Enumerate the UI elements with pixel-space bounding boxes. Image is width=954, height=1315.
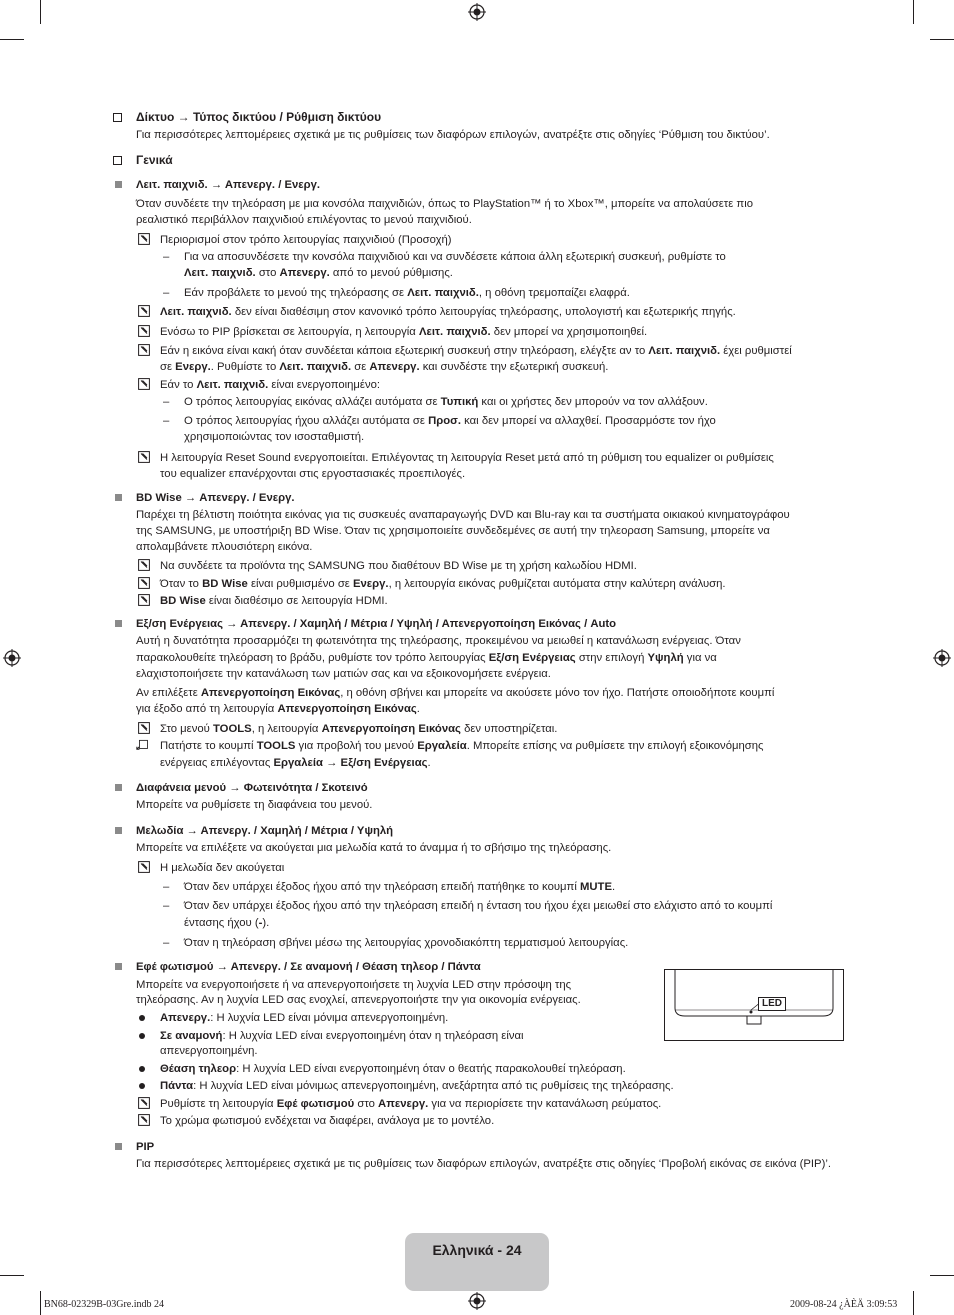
square-bullet-icon <box>115 620 122 627</box>
note-text: Η λειτουργία Reset Sound ενεργοποιείται. Επιλέγοντας τη λειτουργία Reset μετά από τη ρύθμιση του equalizer οι ρυθμίσεις <box>160 452 774 464</box>
paragraph: απολαμβάνετε πλουσιότερη εικόνα. <box>136 541 313 553</box>
dash-text: Λειτ. παιχνιδ. στο Απενεργ. από το μενού ρύθμισης. <box>184 267 453 279</box>
dash-text: χρησιμοποιώντας τον ισοσταθμιστή. <box>184 431 365 443</box>
item-title-energy-saving: Εξ/ση Ενέργειας → Απενεργ. / Χαμηλή / Μέτρια / Υψηλή / Απενεργοποίηση Εικόνας / Auto <box>136 618 617 630</box>
round-bullet-icon <box>139 1066 145 1072</box>
paragraph: της SAMSUNG, με υποστήριξη BD Wise. Όταν τις χρησιμοποιείτε συνδεδεμένες σε αυτή την τηλεοραση Samsung, μπορείτε να <box>136 525 770 537</box>
note-icon <box>138 861 150 873</box>
paragraph: παρακολουθείτε τηλεόραση το βράδυ, ρυθμίστε τον τρόπο λειτουργίας Εξ/ση Ενέργειας στην επιλογή Υψηλή για να <box>136 652 717 664</box>
paragraph: Αν επιλέξετε Απενεργοποίηση Εικόνας, η οθόνη σβήνει και μπορείτε να ακούσετε μόνο τον ήχο. Πατήστε οποιοδήποτε κουμπί <box>136 687 775 699</box>
note-text: του equalizer επανέρχονται στις εργοστασιακές προεπιλογές. <box>160 468 466 480</box>
square-bullet-icon <box>115 963 122 970</box>
bullet-text: Απενεργ.: Η λυχνία LED είναι μόνιμα απενεργοποιημένη. <box>160 1012 449 1024</box>
item-title-game-mode: Λειτ. παιχνιδ. → Απενεργ. / Ενεργ. <box>136 179 321 191</box>
square-bullet-icon <box>115 827 122 834</box>
dash-text: Εάν προβάλετε το μενού της τηλεόρασης σε Λειτ. παιχνιδ., η οθόνη τρεμοπαίζει ελαφρά. <box>184 287 630 299</box>
note-text: Λειτ. παιχνιδ. δεν είναι διαθέσιμη στον κανονικό τρόπο λειτουργίας τηλεόρασης, υπολογιστή και εξωτερικής πηγής. <box>160 306 736 318</box>
dash-text: Ο τρόπος λειτουργίας ήχου αλλάζει αυτόματα σε Προσ. και δεν μπορεί να αλλαχθεί. Προσαρμόστε τον ήχο <box>184 415 716 427</box>
crop-mark <box>40 1291 41 1315</box>
note-text: σε Ενεργ.. Ρυθμίστε το Λειτ. παιχνιδ. σε Απενεργ. και συνδέστε την εξωτερική συσκευή. <box>160 361 609 373</box>
dash-text: Ο τρόπος λειτουργίας εικόνας αλλάζει αυτόματα σε Τυπική και οι χρήστες δεν μπορούν να τον αλλάξουν. <box>184 396 708 408</box>
round-bullet-icon <box>139 1083 145 1089</box>
note-text: Ρυθμίστε τη λειτουργία Εφέ φωτισμού στο Απενεργ. για να περιορίσετε την κατανάλωση ρεύματος. <box>160 1098 662 1110</box>
round-bullet-icon <box>139 1033 145 1039</box>
section-desc-network: Για περισσότερες λεπτομέρειες σχετικά με τις ρυθμίσεις των διαφόρων επιλογών, ανατρέξτε στις οδηγίες ‘Ρύθμιση του δικτύου’. <box>136 129 770 141</box>
square-bullet-icon <box>115 494 122 501</box>
checkbox-bullet-icon <box>113 113 122 122</box>
dash-bullet: – <box>163 287 170 299</box>
footer-file-name: BN68-02329B-03Gre.indb 24 <box>44 1299 164 1310</box>
dash-text: Για να αποσυνδέσετε την κονσόλα παιχνιδιού και να συνδέσετε κάποια άλλη εξωτερική συσκευή, ρυθμίστε το <box>184 251 726 263</box>
dash-text: Όταν δεν υπάρχει έξοδος ήχου από την τηλεόραση επειδή πατήθηκε το κουμπί MUTE. <box>184 881 616 893</box>
crop-mark <box>0 1275 24 1276</box>
paragraph: Όταν συνδέετε την τηλεόραση με μια κονσόλα παιχνιδιών, όπως το PlayStation™ ή το Xbox™, μπορείτε να απολαύσετε πιο <box>136 198 754 210</box>
note-text: Όταν το BD Wise είναι ρυθμισμένο σε Ενεργ., η λειτουργία εικόνας ρυθμίζεται αυτόματα στην καλύτερη ανάλυση. <box>160 578 726 590</box>
footer-timestamp: 2009-08-24 ¿ÀÈÄ 3:09:53 <box>790 1299 898 1310</box>
page-number: Ελληνικά - 24 <box>432 1242 522 1258</box>
item-title-melody: Μελωδία → Απενεργ. / Χαμηλή / Μέτρια / Υψηλή <box>136 825 394 837</box>
item-title-menu-transparency: Διαφάνεια μενού → Φωτεινότητα / Σκοτεινό <box>136 782 368 794</box>
paragraph: για έξοδο από τη λειτουργία Απενεργοποίηση Εικόνας. <box>136 703 420 715</box>
crop-mark <box>930 39 954 40</box>
tv-led-illustration <box>664 969 844 1041</box>
tv-bezel-icon <box>665 970 843 1040</box>
checkbox-bullet-icon <box>113 156 122 165</box>
paragraph: Αυτή η δυνατότητα προσαρμόζει τη φωτεινότητα της τηλεόρασης, προκειμένου να μειωθεί η κατανάλωση ενέργειας. Όταν <box>136 635 741 647</box>
section-title-network: Δίκτυο → Τύπος δικτύου / Ρύθμιση δικτύου <box>136 110 382 124</box>
item-title-pip: PIP <box>136 1141 155 1153</box>
led-label: LED <box>758 997 786 1011</box>
note-icon <box>138 344 150 356</box>
crop-mark <box>913 1291 914 1315</box>
note-text: Εάν η εικόνα είναι κακή όταν συνδέεται κάποια εξωτερική συσκευή στην τηλεόραση, ελέγξτε αν το Λειτ. παιχνιδ. έχει ρυθμιστεί <box>160 345 792 357</box>
paragraph: ρεαλιστικό περιβάλλον παιχνιδιού επιλέγοντας το μενού παιχνιδιού. <box>136 214 472 226</box>
note-text: Στο μενού TOOLS, η λειτουργία Απενεργοποίηση Εικόνας δεν υποστηρίζεται. <box>160 723 558 735</box>
tools-icon <box>136 739 148 751</box>
dash-bullet: – <box>163 251 170 263</box>
bullet-text: Πάντα: Η λυχνία LED είναι μόνιμως απενεργοποιημένη, ανεξάρτητα από τις ρυθμίσεις της τηλεόρασης. <box>160 1080 674 1092</box>
registration-mark-icon <box>468 1292 486 1310</box>
tools-text: ενέργειας επιλέγοντας Εργαλεία → Εξ/ση Ενέργειας. <box>160 757 431 769</box>
paragraph: Για περισσότερες λεπτομέρειες σχετικά με τις ρυθμίσεις των διαφόρων επιλογών, ανατρέξτε στις οδηγίες ‘Προβολή εικόνας σε εικόνα (PIP)’. <box>136 1158 831 1170</box>
note-text: Το χρώμα φωτισμού ενδέχεται να διαφέρει, ανάλογα με το μοντέλο. <box>160 1115 495 1127</box>
square-bullet-icon <box>115 181 122 188</box>
note-icon <box>138 305 150 317</box>
registration-mark-icon <box>3 649 21 667</box>
section-title-general: Γενικά <box>136 153 173 167</box>
note-icon <box>138 233 150 245</box>
square-bullet-icon <box>115 784 122 791</box>
dash-bullet: – <box>163 900 170 912</box>
note-icon <box>138 559 150 571</box>
paragraph: ελαχιστοποιήσετε την κατανάλωση των ματιών σας και να εξοικονομήσετε ενέργεια. <box>136 668 551 680</box>
crop-mark <box>0 39 24 40</box>
paragraph: Παρέχει τη βέλτιστη ποιότητα εικόνας για τις συσκευές αναπαραγωγής DVD και Blu-ray και τα συστήματα οικιακού κινηματογράφου <box>136 509 790 521</box>
note-icon <box>138 1097 150 1109</box>
dash-text: Όταν η τηλεόραση σβήνει μέσω της λειτουργίας χρονοδιακόπτη τερματισμού λειτουργίας. <box>184 937 629 949</box>
note-icon <box>138 451 150 463</box>
dash-bullet: – <box>163 396 170 408</box>
note-text: Εάν το Λειτ. παιχνιδ. είναι ενεργοποιημένο: <box>160 379 381 391</box>
dash-text: έντασης ήχου (-). <box>184 917 270 929</box>
round-bullet-icon <box>139 1015 145 1021</box>
note-icon <box>138 378 150 390</box>
dash-text: Όταν δεν υπάρχει έξοδος ήχου από την τηλεόραση επειδή η ένταση του ήχου έχει μειωθεί στο ελάχιστο από το κουμπί <box>184 900 773 912</box>
note-text: Να συνδέετε τα προϊόντα της SAMSUNG που διαθέτουν BD Wise με τη χρήση καλωδίου HDMI. <box>160 560 637 572</box>
note-text: Περιορισμοί στον τρόπο λειτουργίας παιχνιδιού (Προσοχή) <box>160 234 452 246</box>
bullet-text: απενεργοποιημένη. <box>160 1045 258 1057</box>
crop-mark <box>913 0 914 24</box>
registration-mark-icon <box>468 3 486 21</box>
item-title-light-effect: Εφέ φωτισμού → Απενεργ. / Σε αναμονή / Θέαση τηλεορ / Πάντα <box>136 961 481 973</box>
registration-mark-icon <box>933 649 951 667</box>
note-icon <box>138 577 150 589</box>
paragraph: Μπορείτε να ρυθμίσετε τη διαφάνεια του μενού. <box>136 799 373 811</box>
note-text: Η μελωδία δεν ακούγεται <box>160 862 285 874</box>
note-icon <box>138 325 150 337</box>
tools-text: Πατήστε το κουμπί TOOLS για προβολή του μενού Εργαλεία. Μπορείτε επίσης να ρυθμίσετε την επιλογή εξοικονόμησης <box>160 740 764 752</box>
dash-bullet: – <box>163 881 170 893</box>
bullet-text: Θέαση τηλεορ: Η λυχνία LED είναι ενεργοποιημένη όταν ο θεατής παρακολουθεί τηλεόραση. <box>160 1063 626 1075</box>
item-title-bd-wise: BD Wise → Απενεργ. / Ενεργ. <box>136 492 295 504</box>
note-icon <box>138 1114 150 1126</box>
note-text: Ενόσω το PIP βρίσκεται σε λειτουργία, η λειτουργία Λειτ. παιχνιδ. δεν μπορεί να χρησιμοποιηθεί. <box>160 326 648 338</box>
paragraph: τηλεόρασης. Αν η λυχνία LED σας ενοχλεί, απενεργοποιήστε την για οικονομία ενέργειας. <box>136 994 581 1006</box>
crop-mark <box>930 1275 954 1276</box>
paragraph: Μπορείτε να ενεργοποιήσετε ή να απενεργοποιήσετε τη λυχνία LED στην πρόσοψη της <box>136 979 572 991</box>
bullet-text: Σε αναμονή: Η λυχνία LED είναι ενεργοποιημένη όταν η τηλεόραση είναι <box>160 1030 524 1042</box>
square-bullet-icon <box>115 1143 122 1150</box>
dash-bullet: – <box>163 415 170 427</box>
crop-mark <box>40 0 41 24</box>
paragraph: Μπορείτε να επιλέξετε να ακούγεται μια μελωδία κατά το άναμμα ή το σβήσιμο της τηλεόρασης. <box>136 842 612 854</box>
note-icon <box>138 594 150 606</box>
dash-bullet: – <box>163 937 170 949</box>
note-text: BD Wise είναι διαθέσιμο σε λειτουργία HDMI. <box>160 595 388 607</box>
note-icon <box>138 722 150 734</box>
